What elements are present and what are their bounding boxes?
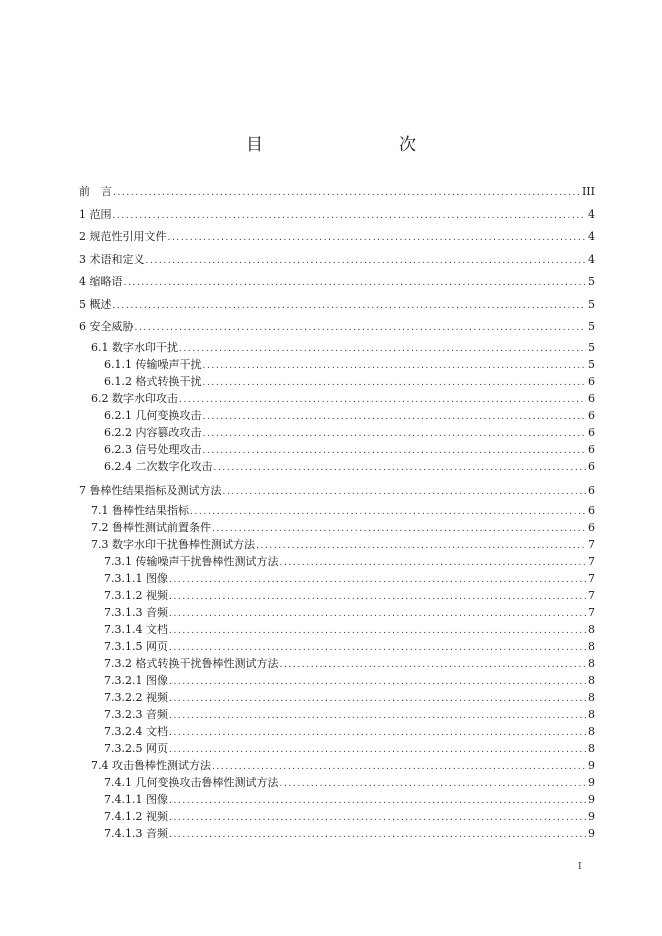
toc-entry-title: 7.3 数字水印干扰鲁棒性测试方法 — [91, 538, 255, 551]
toc-dot-leader — [169, 623, 586, 638]
toc-dot-leader — [169, 742, 586, 757]
toc-entry-title: 前 言 — [79, 185, 112, 198]
toc-entry[interactable] — [79, 519, 595, 536]
toc-entry-page: 6 — [588, 521, 595, 534]
toc-entry[interactable] — [79, 604, 595, 621]
toc-entry[interactable] — [79, 204, 595, 227]
toc-dot-leader — [169, 793, 586, 808]
toc-entry-title: 2 规范性引用文件 — [79, 230, 167, 243]
toc-entry[interactable] — [79, 226, 595, 249]
toc-dot-leader — [279, 657, 586, 672]
toc-entry-page: 9 — [588, 776, 595, 789]
toc-dot-leader — [113, 205, 587, 227]
toc-entry-page: 6 — [588, 391, 595, 405]
toc-entry-page: 6 — [588, 374, 595, 388]
toc-entry-page: 9 — [588, 827, 595, 840]
toc-entry[interactable] — [79, 407, 595, 424]
toc-entry[interactable] — [79, 536, 595, 553]
toc-entry-title: 3 术语和定义 — [79, 252, 145, 266]
toc-entry-page: III — [581, 185, 595, 198]
toc-entry-page: 7 — [588, 538, 595, 551]
toc-dot-leader — [169, 674, 586, 689]
toc-entry-page: 4 — [588, 207, 595, 221]
toc-entry[interactable] — [79, 723, 595, 740]
toc-dot-leader — [169, 725, 586, 740]
toc-dot-leader — [256, 538, 586, 553]
toc-entry-page: 6 — [588, 425, 595, 439]
toc-entry[interactable] — [79, 480, 595, 503]
toc-entry-page: 6 — [588, 459, 595, 473]
toc-entry-title: 7.3.2.4 文档 — [104, 725, 168, 738]
toc-entry-title: 7.3.1.3 音频 — [104, 606, 168, 619]
toc-entry-title: 6.1 数字水印干扰 — [91, 340, 178, 354]
toc-entry[interactable] — [79, 655, 595, 672]
toc-entry-page: 6 — [588, 504, 595, 517]
toc-entry[interactable] — [79, 249, 595, 272]
toc-entry[interactable] — [79, 502, 595, 519]
toc-entry[interactable] — [79, 825, 595, 842]
toc-entry[interactable] — [79, 570, 595, 587]
toc-entry-page: 8 — [588, 725, 595, 738]
toc-entry-title: 6.1.1 传输噪声干扰 — [104, 357, 202, 371]
toc-entry[interactable] — [79, 294, 595, 317]
toc-entry-title: 6 安全威胁 — [79, 320, 134, 333]
toc-dot-leader — [168, 227, 587, 249]
toc-entry-title: 7.4.1 几何变换攻击鲁棒性测试方法 — [104, 776, 279, 789]
toc-dot-leader — [169, 810, 586, 825]
toc-dot-leader — [169, 606, 586, 621]
toc-dot-leader — [212, 759, 586, 774]
toc-dot-leader — [203, 375, 587, 390]
toc-entry-title: 7.4.1.3 音频 — [104, 827, 168, 840]
toc-entry-title: 6.2.4 二次数字化攻击 — [104, 459, 213, 473]
toc-dot-leader — [203, 426, 587, 441]
toc-entry-page: 7 — [588, 555, 595, 568]
toc-dot-leader — [212, 521, 586, 536]
toc-entry-title: 1 范围 — [79, 207, 112, 221]
toc-entry-page: 6 — [588, 408, 595, 422]
toc-entry-title: 7.3.2.2 视频 — [104, 691, 168, 704]
toc-entry[interactable] — [79, 757, 595, 774]
toc-entry-page: 8 — [588, 742, 595, 755]
toc-entry-page: 4 — [588, 230, 595, 243]
toc-entry-page: 5 — [588, 297, 595, 311]
toc-entry-page: 8 — [588, 640, 595, 653]
toc-entry-title: 4 缩略语 — [79, 275, 123, 288]
toc-entry[interactable] — [79, 441, 595, 458]
toc-entry[interactable] — [79, 458, 595, 475]
toc-dot-leader — [179, 392, 586, 407]
toc-dot-leader — [169, 589, 586, 604]
toc-entry[interactable] — [79, 553, 595, 570]
toc-entry[interactable] — [79, 808, 595, 825]
toc-entry[interactable] — [79, 587, 595, 604]
toc-dot-leader — [169, 708, 586, 723]
toc-dot-leader — [124, 272, 587, 294]
toc-entry[interactable] — [79, 181, 595, 204]
toc-dot-leader — [179, 341, 586, 356]
toc-entry-title: 7.3.1.1 图像 — [104, 572, 168, 585]
toc-entry[interactable] — [79, 791, 595, 808]
toc-entry[interactable] — [79, 740, 595, 757]
toc-entry[interactable] — [79, 774, 595, 791]
toc-entry-title: 7.2 鲁棒性测试前置条件 — [91, 521, 211, 534]
toc-entry-title: 7.4.1.1 图像 — [104, 793, 168, 806]
toc-dot-leader — [190, 504, 586, 519]
toc-entry-title: 7.4 攻击鲁棒性测试方法 — [91, 759, 211, 772]
toc-entry-page: 5 — [588, 340, 595, 354]
toc-entry-page: 5 — [588, 275, 595, 288]
toc-entry-page: 6 — [588, 442, 595, 456]
toc-dot-leader — [203, 409, 587, 424]
toc-dot-leader — [203, 443, 587, 458]
toc-entry-page: 7 — [588, 572, 595, 585]
toc-entry-title: 7.3.2.5 网页 — [104, 742, 168, 755]
toc-entry-title: 7.3.1.4 文档 — [104, 623, 168, 636]
toc-dot-leader — [146, 250, 587, 272]
toc-dot-leader — [169, 827, 586, 842]
toc-entry-title: 7.3.1 传输噪声干扰鲁棒性测试方法 — [104, 555, 279, 568]
toc-entry-page: 9 — [588, 793, 595, 806]
page-title: 目 次 — [246, 135, 450, 155]
toc-entry[interactable] — [79, 672, 595, 689]
toc-entry-page: 8 — [588, 674, 595, 687]
toc-entry[interactable] — [79, 638, 595, 655]
toc-entry-page: 5 — [588, 320, 595, 333]
toc-entry-title: 6.2.2 内容篡改攻击 — [104, 425, 202, 439]
toc-entry-page: 7 — [588, 589, 595, 602]
toc-dot-leader — [113, 182, 580, 204]
toc-entry-title: 6.1.2 格式转换干扰 — [104, 374, 202, 388]
toc-entry-page: 9 — [588, 759, 595, 772]
toc-dot-leader — [113, 295, 587, 317]
toc-entry-page: 9 — [588, 810, 595, 823]
toc-entry-title: 6.2.3 信号处理攻击 — [104, 442, 202, 456]
toc-entry-title: 7.3.2.1 图像 — [104, 674, 168, 687]
toc-entry[interactable] — [79, 316, 595, 339]
table-of-contents — [79, 181, 595, 842]
toc-entry[interactable] — [79, 271, 595, 294]
toc-entry[interactable] — [79, 339, 595, 356]
toc-entry[interactable] — [79, 621, 595, 638]
toc-entry-page: 6 — [588, 483, 595, 497]
toc-entry-title: 6.2 数字水印攻击 — [91, 391, 178, 405]
toc-entry-page: 4 — [588, 252, 595, 266]
toc-entry-title: 7.3.2 格式转换干扰鲁棒性测试方法 — [104, 657, 279, 670]
toc-dot-leader — [279, 776, 586, 791]
toc-entry[interactable] — [79, 689, 595, 706]
toc-dot-leader — [169, 572, 586, 587]
toc-dot-leader — [279, 555, 586, 570]
toc-entry-page: 8 — [588, 623, 595, 636]
toc-dot-leader — [203, 358, 587, 373]
toc-entry-title: 5 概述 — [79, 297, 112, 311]
toc-dot-leader — [169, 691, 586, 706]
toc-dot-leader — [223, 481, 587, 503]
toc-entry[interactable] — [79, 390, 595, 407]
toc-entry-title: 7.3.2.3 音频 — [104, 708, 168, 721]
toc-entry-page: 5 — [588, 357, 595, 371]
toc-entry-page: 7 — [588, 606, 595, 619]
toc-entry-page: 8 — [588, 691, 595, 704]
toc-entry-title: 7 鲁棒性结果指标及测试方法 — [79, 483, 222, 497]
toc-entry-page: 8 — [588, 657, 595, 670]
page-number: I — [578, 862, 582, 872]
toc-entry[interactable] — [79, 356, 595, 373]
toc-entry[interactable] — [79, 373, 595, 390]
toc-entry-title: 7.4.1.2 视频 — [104, 810, 168, 823]
toc-entry[interactable] — [79, 424, 595, 441]
toc-dot-leader — [169, 640, 586, 655]
toc-entry[interactable] — [79, 706, 595, 723]
toc-entry-title: 7.3.1.2 视频 — [104, 589, 168, 602]
toc-entry-title: 7.1 鲁棒性结果指标 — [91, 504, 189, 517]
toc-dot-leader — [214, 460, 587, 475]
toc-dot-leader — [135, 317, 587, 339]
toc-entry-page: 8 — [588, 708, 595, 721]
toc-entry-title: 6.2.1 几何变换攻击 — [104, 408, 202, 422]
toc-entry-title: 7.3.1.5 网页 — [104, 640, 168, 653]
